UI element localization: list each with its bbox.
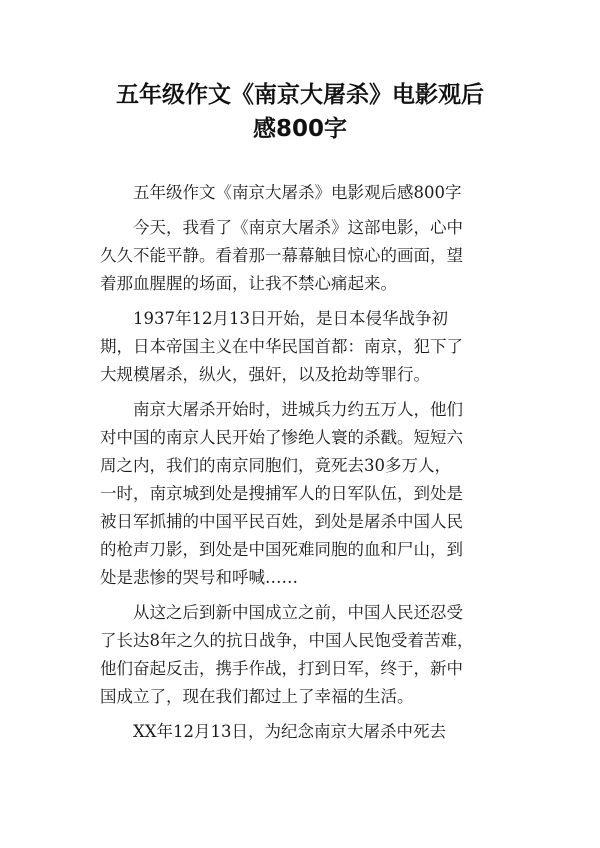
text-line: 对中国的南京人民开始了惨绝人寰的杀戳。短短六 — [100, 428, 463, 447]
paragraph — [100, 214, 500, 298]
paragraph — [100, 396, 500, 592]
text-line: 国成立了，现在我们都过上了幸福的生活。 — [100, 687, 414, 706]
text-line: XX年12月13日，为纪念南京大屠杀中死去 — [133, 722, 446, 741]
document-title — [60, 78, 540, 146]
text-line: 期，日本帝国主义在中华民国首都：南京，犯下了 — [100, 337, 463, 356]
text-line: 从这之后到新中国成立之前，中国人民还忍受 — [133, 603, 463, 622]
text-line: 被日军抓捕的中国平民百姓，到处是屠杀中国人民 — [100, 512, 463, 531]
title-line: 感800字 — [252, 116, 347, 142]
text-line: 的枪声刀影，到处是中国死难同胞的血和尸山，到 — [100, 540, 463, 559]
document-body — [100, 179, 500, 753]
paragraph — [100, 305, 500, 389]
text-line: 一时，南京城到处是搜捕军人的日军队伍，到处是 — [100, 484, 463, 503]
text-line: 大规模屠杀，纵火，强奸，以及抢劫等罪行。 — [100, 365, 430, 384]
text-line: 他们奋起反击，携手作战，打到日军，终于，新中 — [100, 659, 463, 678]
paragraph — [100, 718, 500, 746]
title-line: 五年级作文《南京大屠杀》电影观后 — [116, 82, 484, 108]
text-line: 处是悲惨的哭号和呼喊…… — [100, 568, 298, 587]
text-line: 1937年12月13日开始，是日本侵华战争初 — [133, 309, 448, 328]
text-line: 周之内，我们的南京同胞们，竟死去30多万人， — [100, 456, 451, 475]
text-line: 了长达8年之久的抗日战争，中国人民饱受着苦难， — [100, 631, 474, 650]
text-line: 五年级作文《南京大屠杀》电影观后感800字 — [133, 183, 462, 202]
text-line: 着那血腥腥的场面，让我不禁心痛起来。 — [100, 274, 397, 293]
paragraph-heading-repeat — [100, 179, 500, 207]
text-line: 今天，我看了《南京大屠杀》这部电影，心中 — [133, 218, 463, 237]
text-line: 久久不能平静。看着那一幕幕触目惊心的画面，望 — [100, 246, 463, 265]
text-line: 南京大屠杀开始时，进城兵力约五万人，他们 — [133, 400, 463, 419]
paragraph — [100, 599, 500, 711]
